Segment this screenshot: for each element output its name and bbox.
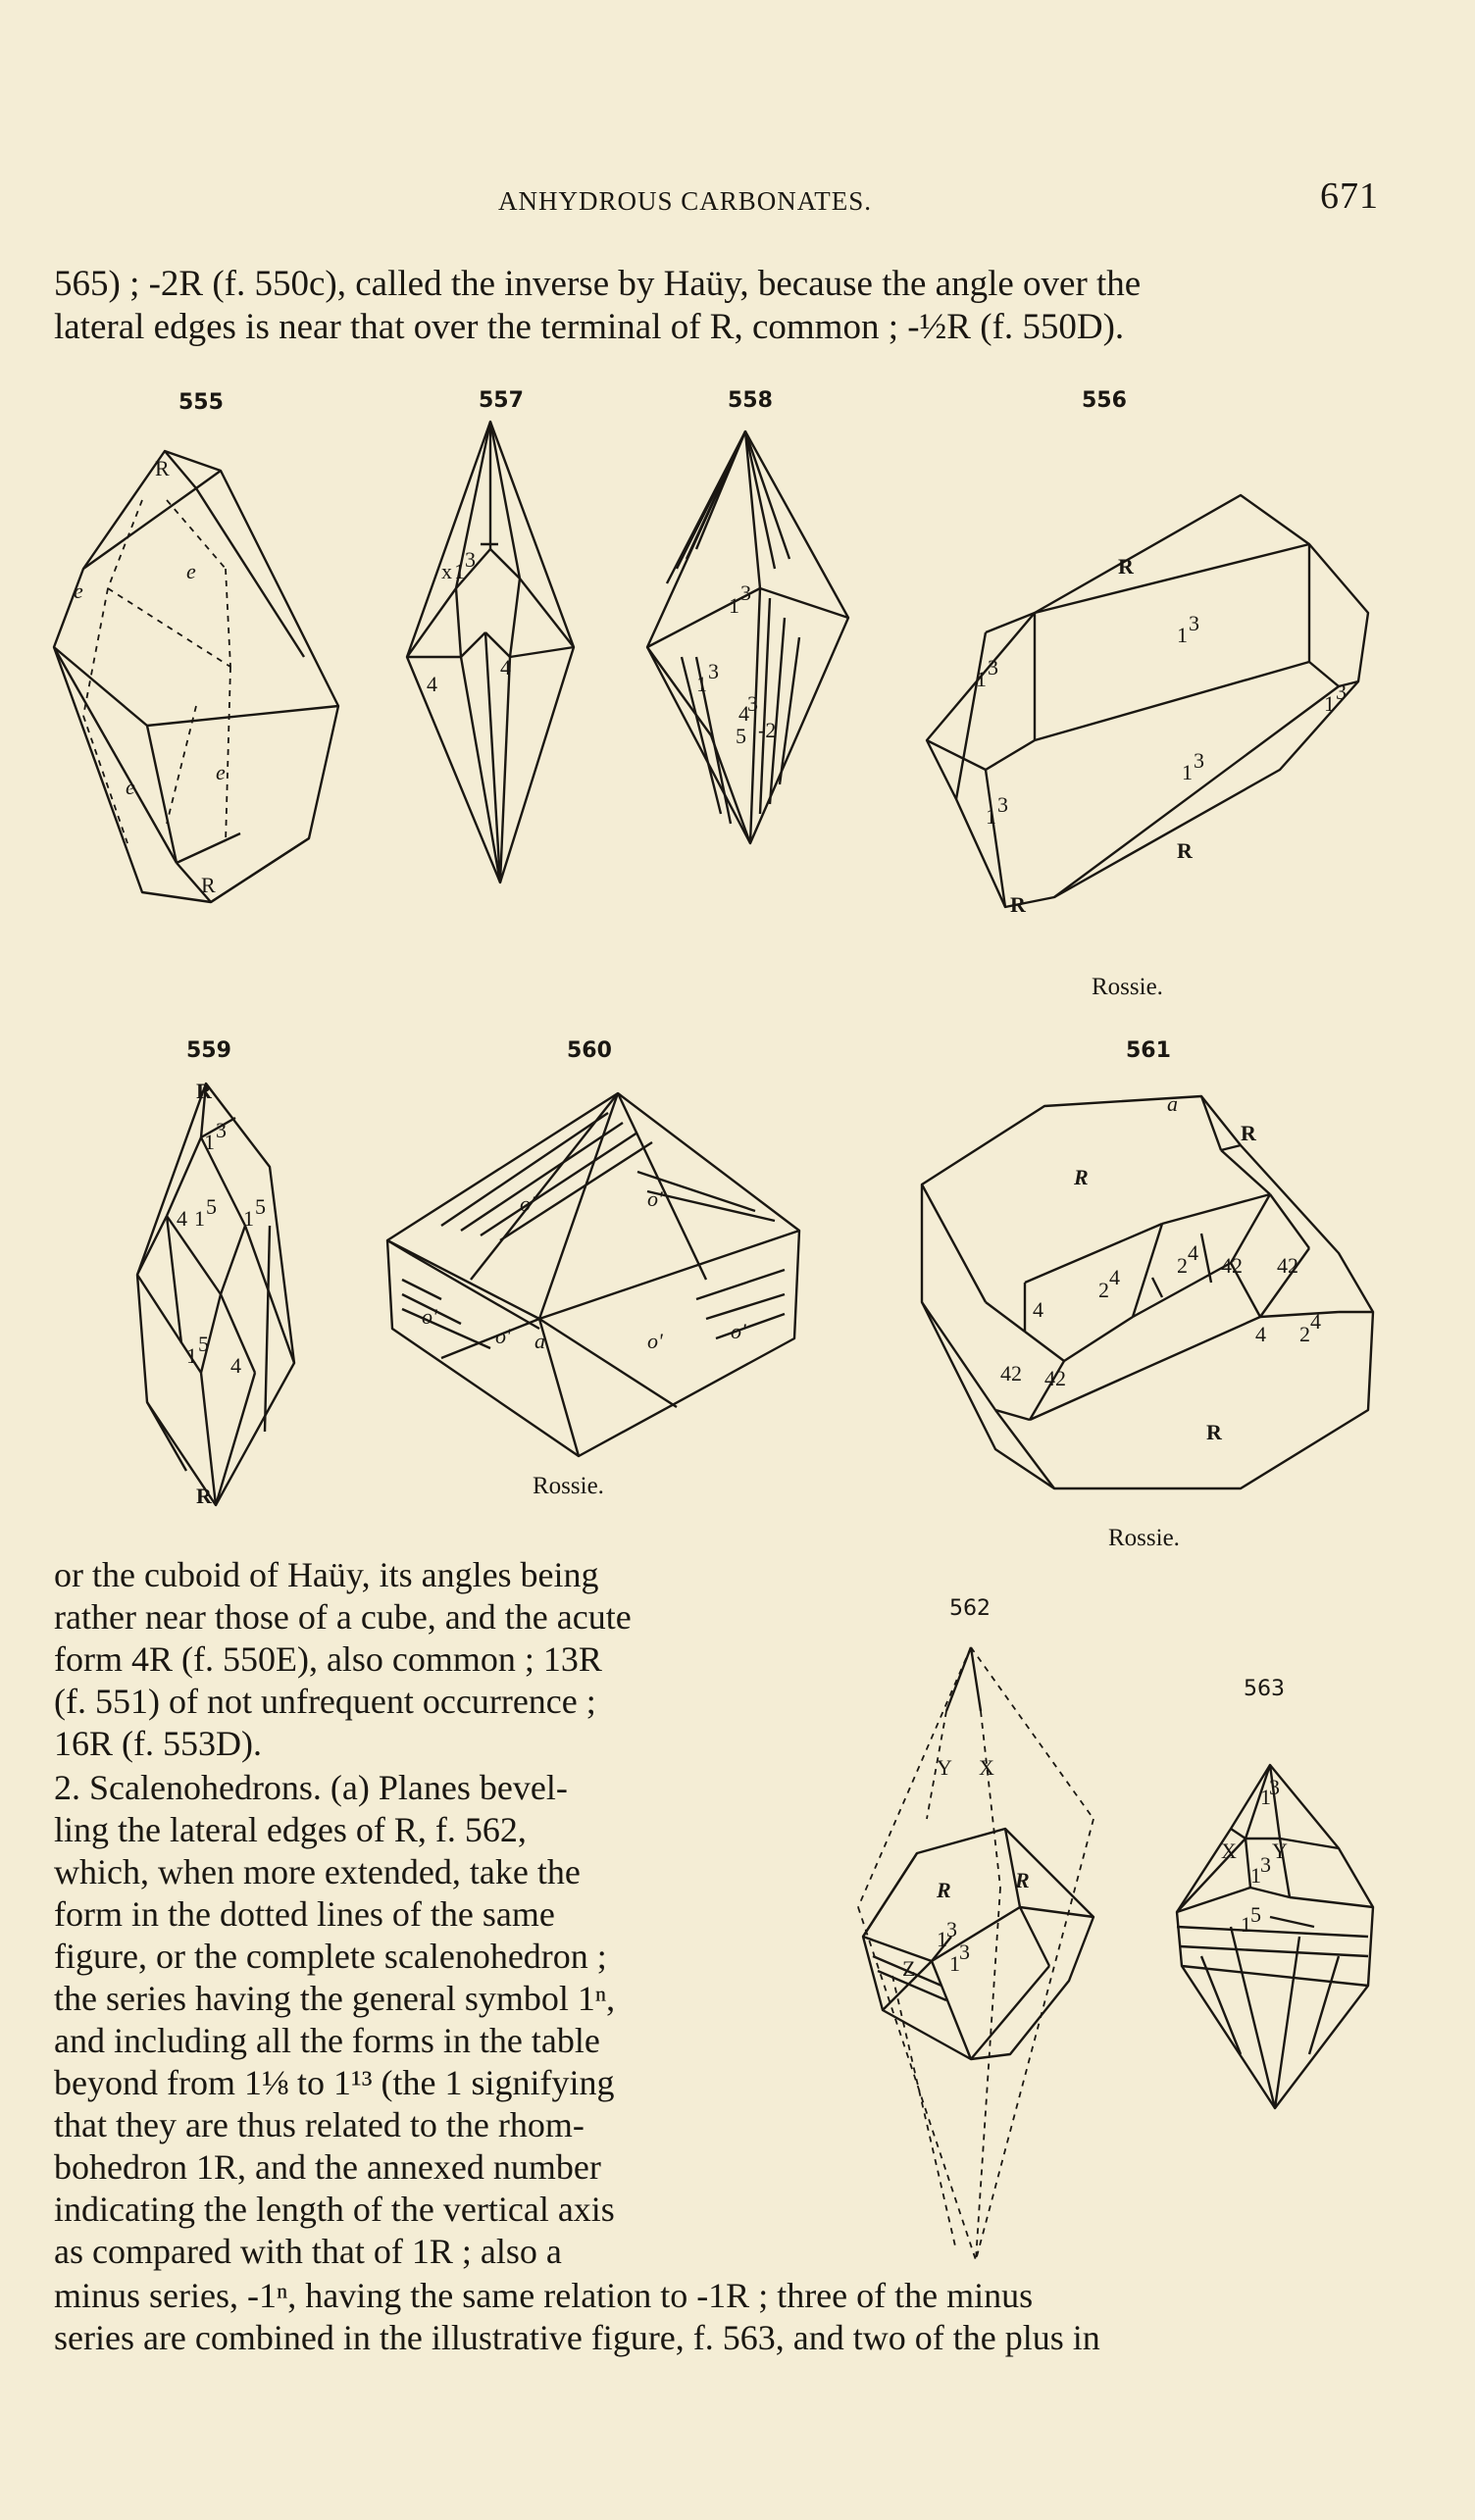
svg-text:1: 1 [454,559,465,583]
svg-text:a: a [1167,1091,1178,1116]
svg-text:3: 3 [216,1118,227,1142]
text-line: 16R (f. 553D). [54,1724,262,1763]
svg-text:R: R [937,1878,951,1902]
svg-text:e: e [74,579,83,603]
text-line: and including all the forms in the table [54,2021,600,2060]
svg-text:1: 1 [186,1343,197,1368]
svg-text:4: 4 [230,1353,241,1378]
svg-text:o': o' [495,1324,511,1348]
svg-text:4: 4 [1033,1297,1043,1322]
figure-number-561: 561 [1126,1038,1171,1063]
svg-text:4: 4 [177,1206,187,1231]
svg-text:5: 5 [736,724,746,748]
text-line: 565) ; -2R (f. 550c), called the inverse by Haüy, because the angle over the [54,264,1142,304]
svg-text:a: a [534,1329,545,1353]
svg-text:3: 3 [740,580,751,605]
svg-text:1: 1 [1324,691,1335,716]
svg-text:4: 4 [738,701,749,726]
svg-text:3: 3 [708,659,719,683]
text-line: bohedron 1R, and the annexed number [54,2147,601,2187]
svg-text:R: R [1074,1165,1089,1189]
page-number: 671 [1320,176,1379,217]
figure-number-559: 559 [186,1038,231,1063]
svg-text:R: R [201,873,216,897]
svg-text:1: 1 [1241,1912,1251,1937]
svg-text:o': o' [422,1304,437,1329]
crystal-figure-559 [127,1079,304,1510]
svg-text:R: R [1241,1121,1256,1145]
svg-text:3: 3 [1189,611,1199,635]
text-line: minus series, -1ⁿ, having the same relation to -1R ; three of the minus [54,2276,1034,2315]
text-line: lateral edges is near that over the terminal of R, common ; -½R (f. 550D). [54,307,1125,347]
svg-text:o': o' [647,1186,663,1211]
svg-text:3: 3 [1336,680,1347,704]
svg-text:2: 2 [1299,1322,1310,1346]
figure-caption-560: Rossie. [533,1473,604,1499]
svg-text:3: 3 [959,1940,970,1964]
svg-text:1: 1 [976,667,987,691]
svg-text:R: R [1118,554,1134,579]
svg-text:42: 42 [1277,1253,1298,1278]
crystal-figure-556 [917,476,1388,946]
crystal-figure-562 [843,1642,1108,2270]
svg-text:1: 1 [194,1206,205,1231]
text-line: series are combined in the illustrative figure, f. 563, and two of the plus in [54,2318,1100,2357]
svg-text:Y: Y [1272,1839,1288,1863]
svg-text:3: 3 [747,691,758,716]
svg-text:1: 1 [949,1951,960,1976]
svg-text:3: 3 [946,1917,957,1941]
text-line: or the cuboid of Haüy, its angles being [54,1555,599,1594]
figure-number-556: 556 [1082,388,1127,413]
svg-text:3: 3 [1269,1775,1280,1799]
svg-text:3: 3 [1260,1852,1271,1877]
svg-text:3: 3 [997,792,1008,817]
svg-text:R: R [155,456,170,480]
svg-text:5: 5 [198,1332,209,1356]
figure-number-562: 562 [949,1596,991,1621]
figure-number-560: 560 [567,1038,612,1063]
svg-text:3: 3 [465,547,476,572]
svg-text:1: 1 [937,1927,947,1951]
text-line: form 4R (f. 550E), also common ; 13R [54,1639,602,1679]
text-line: beyond from 1⅛ to 1¹³ (the 1 signifying [54,2063,615,2102]
svg-text:1: 1 [243,1206,254,1231]
crystal-figure-558 [642,422,858,853]
svg-text:o': o' [520,1191,535,1216]
running-header: ANHYDROUS CARBONATES. [498,186,873,216]
svg-text:2: 2 [1098,1278,1109,1302]
svg-text:42: 42 [1000,1361,1022,1386]
svg-text:R: R [1010,892,1026,917]
text-line: (f. 551) of not unfrequent occurrence ; [54,1682,596,1721]
svg-text:1: 1 [1250,1863,1261,1888]
svg-text:42: 42 [1221,1253,1243,1278]
text-line: that they are thus related to the rhom- [54,2105,585,2144]
svg-text:4: 4 [1109,1265,1120,1289]
svg-text:4: 4 [1255,1322,1266,1346]
svg-text:4: 4 [1188,1240,1198,1265]
svg-text:4: 4 [1310,1309,1321,1334]
text-line: figure, or the complete scalenohedron ; [54,1937,607,1976]
text-line: form in the dotted lines of the same [54,1894,555,1934]
svg-text:R: R [1206,1420,1222,1444]
figure-number-557: 557 [479,388,524,413]
text-line: which, when more extended, take the [54,1852,581,1891]
crystal-figure-561 [917,1086,1378,1498]
svg-text:o': o' [647,1329,663,1353]
figure-number-558: 558 [728,388,773,413]
svg-text:5: 5 [206,1194,217,1219]
text-line: the series having the general symbol 1ⁿ, [54,1979,616,2018]
svg-text:5: 5 [255,1194,266,1219]
svg-text:4: 4 [427,672,437,696]
figure-number-563: 563 [1244,1677,1285,1701]
figure-caption-556: Rossie. [1092,974,1163,1000]
svg-text:1: 1 [1182,760,1193,784]
svg-text:R: R [1177,838,1193,863]
crystal-figure-563 [1172,1760,1383,2118]
svg-text:42: 42 [1044,1366,1066,1390]
svg-text:o': o' [731,1319,746,1343]
svg-text:Y: Y [937,1755,952,1780]
svg-text:x: x [441,559,452,583]
svg-text:e: e [126,775,135,799]
svg-text:1: 1 [696,672,707,696]
crystal-figure-557 [392,412,588,892]
text-line: ling the lateral edges of R, f. 562, [54,1810,527,1849]
svg-text:e: e [216,760,226,784]
svg-text:3: 3 [988,655,998,680]
svg-text:Z: Z [902,1956,916,1981]
svg-text:3: 3 [1194,748,1204,773]
svg-text:1: 1 [1260,1785,1271,1809]
svg-text:X: X [1221,1839,1237,1863]
svg-text:-2: -2 [758,718,777,742]
svg-text:1: 1 [986,804,996,829]
svg-text:R: R [196,1484,212,1508]
figure-caption-561: Rossie. [1108,1525,1180,1551]
svg-text:2: 2 [1177,1253,1188,1278]
figure-number-555: 555 [178,390,224,415]
svg-text:1: 1 [729,593,739,618]
svg-text:R: R [196,1079,212,1103]
text-line: rather near those of a cube, and the acute [54,1597,632,1637]
text-line: 2. Scalenohedrons. (a) Planes bevel- [54,1768,568,1807]
svg-text:R: R [1015,1868,1030,1892]
text-line: indicating the length of the vertical axis [54,2190,615,2229]
svg-text:1: 1 [204,1130,215,1154]
svg-text:e: e [186,559,196,583]
text-line: as compared with that of 1R ; also a [54,2232,562,2271]
svg-text:1: 1 [1177,623,1188,647]
svg-text:4: 4 [500,655,511,680]
crystal-figure-560 [382,1084,814,1466]
crystal-figure-555 [49,431,353,941]
svg-text:X: X [979,1755,994,1780]
svg-text:5: 5 [1250,1902,1261,1927]
